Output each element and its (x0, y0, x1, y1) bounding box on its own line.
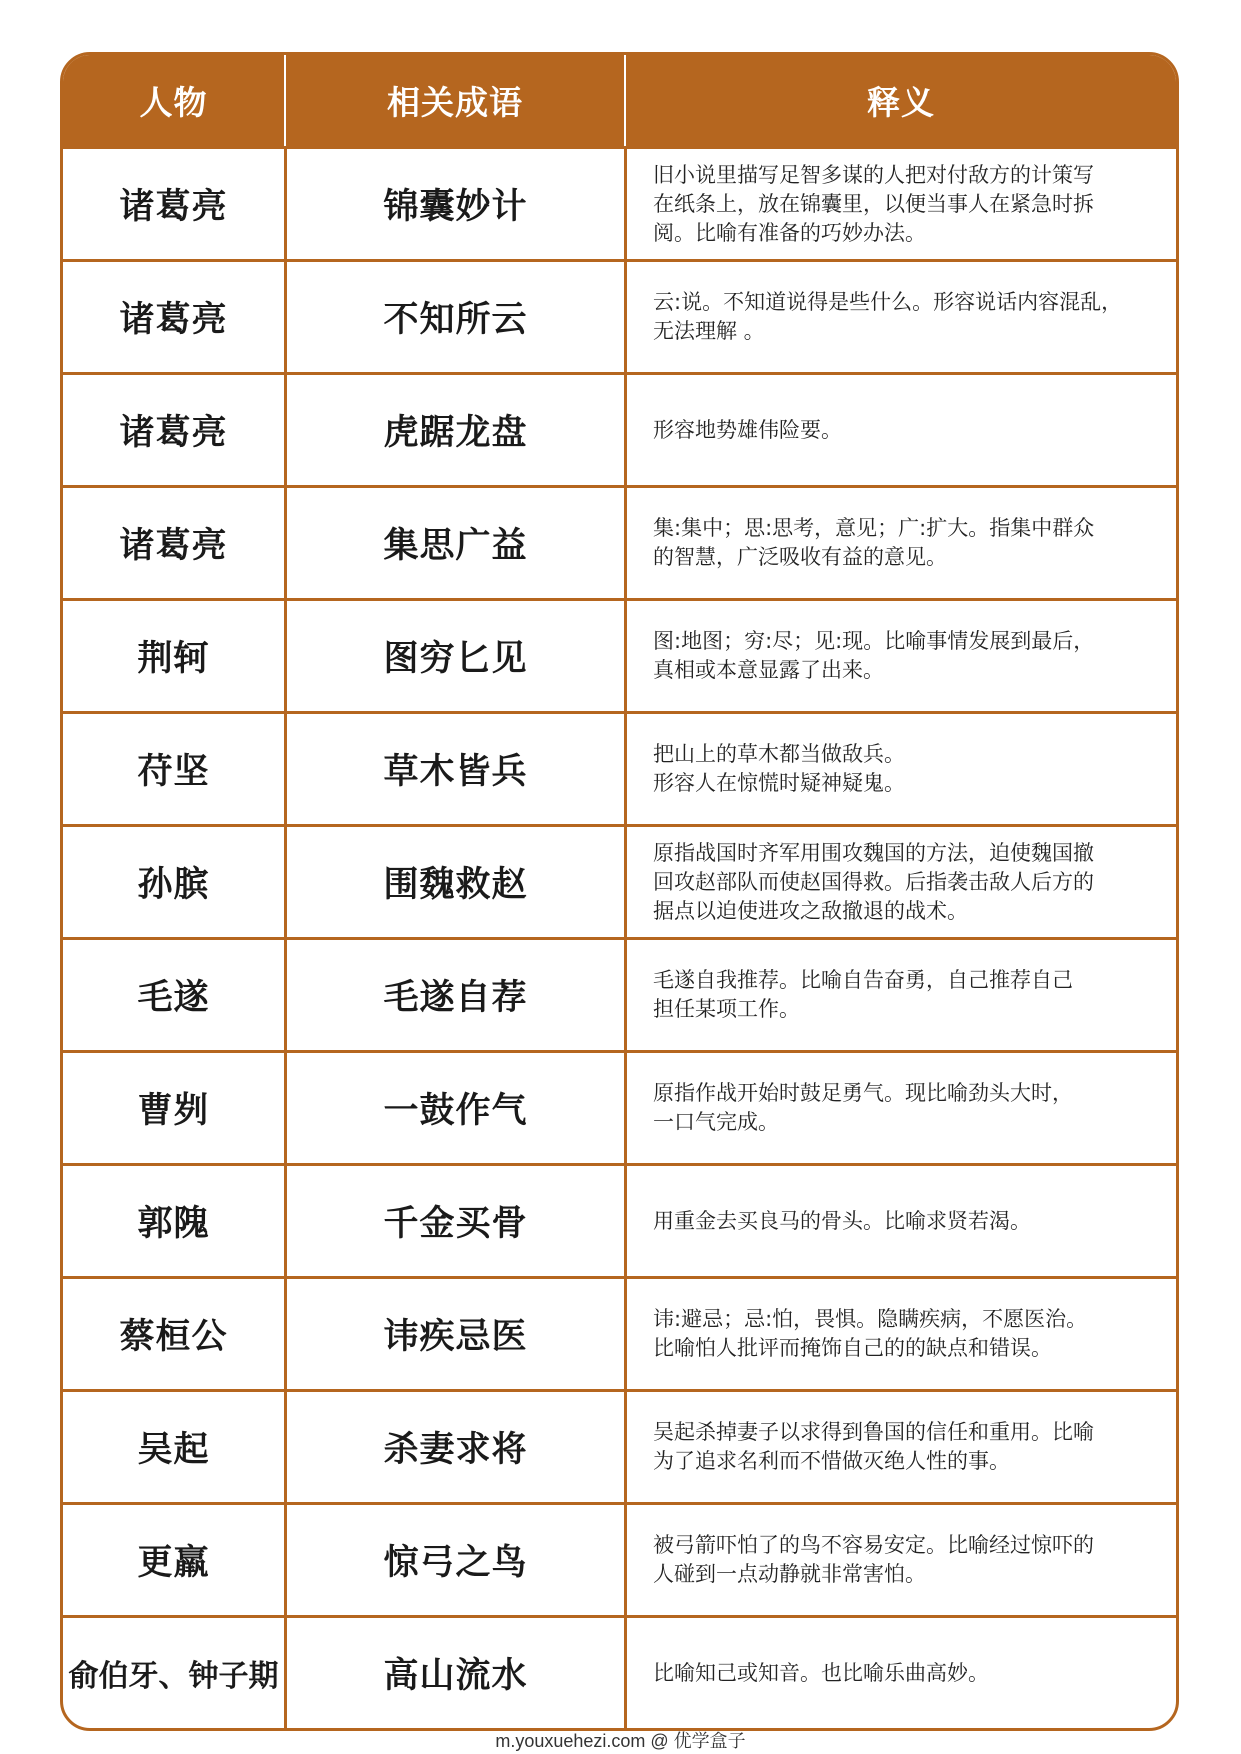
cell-idiom: 讳疾忌医 (284, 1276, 624, 1389)
header-idiom: 相关成语 (284, 55, 624, 146)
cell-idiom: 草木皆兵 (284, 711, 624, 824)
cell-idiom: 杀妻求将 (284, 1389, 624, 1502)
cell-person: 诸葛亮 (63, 259, 284, 372)
cell-idiom: 围魏救赵 (284, 824, 624, 937)
cell-meaning: 比喻知己或知音。也比喻乐曲高妙。 (624, 1615, 1176, 1728)
footer-watermark: m.youxuehezi.com @ 优学盒子 (495, 1731, 746, 1751)
cell-person: 诸葛亮 (63, 372, 284, 485)
cell-person: 俞伯牙、钟子期 (63, 1615, 284, 1728)
cell-meaning: 图:地图；穷:尽；见:现。比喻事情发展到最后， 真相或本意显露了出来。 (624, 598, 1176, 711)
cell-person: 曹刿 (63, 1050, 284, 1163)
cell-idiom: 不知所云 (284, 259, 624, 372)
header-person: 人物 (63, 55, 284, 146)
cell-meaning: 用重金去买良马的骨头。比喻求贤若渴。 (624, 1163, 1176, 1276)
cell-idiom: 集思广益 (284, 485, 624, 598)
cell-person: 苻坚 (63, 711, 284, 824)
cell-idiom: 一鼓作气 (284, 1050, 624, 1163)
cell-meaning: 原指作战开始时鼓足勇气。现比喻劲头大时， 一口气完成。 (624, 1050, 1176, 1163)
idiom-table (60, 52, 1179, 1731)
cell-meaning: 旧小说里描写足智多谋的人把对付敌方的计策写 在纸条上，放在锦囊里，以便当事人在紧急时拆 阅。比喻有准备的巧妙办法。 (624, 146, 1176, 259)
cell-person: 毛遂 (63, 937, 284, 1050)
cell-person: 蔡桓公 (63, 1276, 284, 1389)
cell-meaning: 集:集中；思:思考，意见；广:扩大。指集中群众 的智慧，广泛吸收有益的意见。 (624, 485, 1176, 598)
cell-idiom: 虎踞龙盘 (284, 372, 624, 485)
cell-idiom: 惊弓之鸟 (284, 1502, 624, 1615)
idiom-table-grid (63, 55, 1176, 1728)
cell-meaning: 云:说。不知道说得是些什么。形容说话内容混乱， 无法理解 。 (624, 259, 1176, 372)
cell-person: 郭隗 (63, 1163, 284, 1276)
cell-person: 诸葛亮 (63, 485, 284, 598)
cell-meaning: 讳:避忌；忌:怕，畏惧。隐瞒疾病，不愿医治。 比喻怕人批评而掩饰自己的的缺点和错误。 (624, 1276, 1176, 1389)
cell-idiom: 毛遂自荐 (284, 937, 624, 1050)
cell-person: 更羸 (63, 1502, 284, 1615)
cell-meaning: 原指战国时齐军用围攻魏国的方法，迫使魏国撤 回攻赵部队而使赵国得救。后指袭击敌人后方的 据点以迫使进攻之敌撤退的战术。 (624, 824, 1176, 937)
cell-meaning: 吴起杀掉妻子以求得到鲁国的信任和重用。比喻 为了追求名利而不惜做灭绝人性的事。 (624, 1389, 1176, 1502)
cell-idiom: 千金买骨 (284, 1163, 624, 1276)
cell-person: 诸葛亮 (63, 146, 284, 259)
cell-meaning: 形容地势雄伟险要。 (624, 372, 1176, 485)
cell-person: 孙膑 (63, 824, 284, 937)
cell-meaning: 把山上的草木都当做敌兵。 形容人在惊慌时疑神疑鬼。 (624, 711, 1176, 824)
header-meaning: 释义 (624, 55, 1176, 146)
cell-person: 荆轲 (63, 598, 284, 711)
cell-person: 吴起 (63, 1389, 284, 1502)
cell-idiom: 高山流水 (284, 1615, 624, 1728)
cell-idiom: 图穷匕见 (284, 598, 624, 711)
cell-meaning: 毛遂自我推荐。比喻自告奋勇，自己推荐自己 担任某项工作。 (624, 937, 1176, 1050)
cell-idiom: 锦囊妙计 (284, 146, 624, 259)
cell-meaning: 被弓箭吓怕了的鸟不容易安定。比喻经过惊吓的 人碰到一点动静就非常害怕。 (624, 1502, 1176, 1615)
